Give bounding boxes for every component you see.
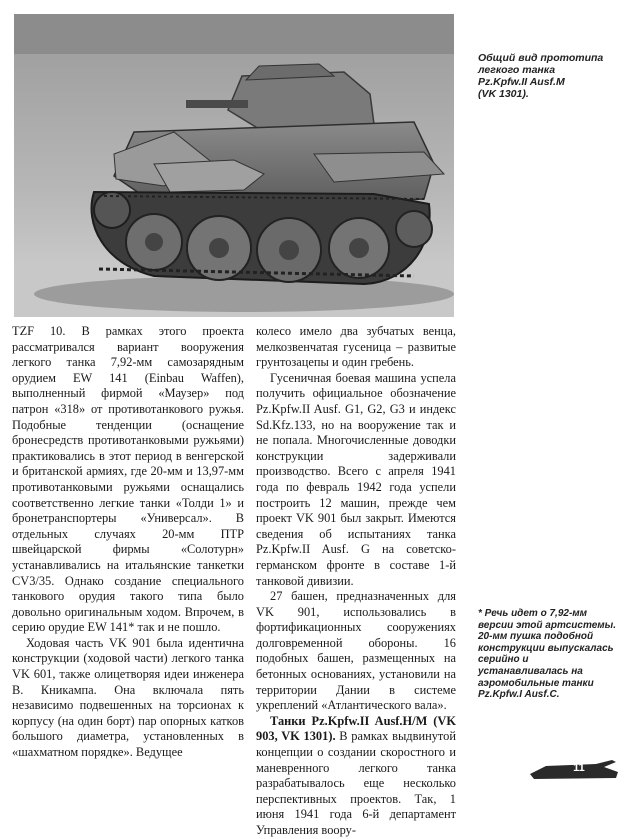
left-text-column [12,324,244,761]
tank-illustration [14,14,454,317]
paragraph: TZF 10. В рамках этого проекта рассматривался вариант вооружения легкого танка 7,92-мм самозарядным орудием EW 141 (Einbau Waffen), выполненный фирмой «Маузер» под патрон «318» от противотанкового ружья. Подобные тенденции (оснащение бронесредств противотанковыми ружьями) практиковались в этот период в венгерской и британской армиях, где 20-мм и 13,97-мм противотанковыми ружьями оснащались соответственно легкие танки «Толди 1» и бронетранспортеры «Универсал». В отдельных случаях 20-мм ПТР швейцарской фирмы «Солотурн» устанавливались на итальянские танкетки CV3/35. Однако создание специального танкового орудия такого типа было довольно оригинальным ходом. Впрочем, в серию орудие EW 141* так и не пошло. [12,324,244,635]
caption-line: Pz.Kpfw.II Ausf.M [478,76,565,88]
paragraph: 27 башен, предназначенных для VK 901, использовались в фортификационных сооружениях долговременной обороны. 16 подобных башен, размещенных на бетонных основаниях, установили на территории Дании в системе укреплений «Атлантического вала». [256,589,456,713]
footnote: * Речь идет о 7,92-мм версии этой артсистемы. 20-мм пушка подобной конструкции выпускалась серийно и устанавливалась на аэромобильные танки Pz.Kpfw.I Ausf.C. [478,608,616,701]
caption-line: Общий вид прототипа [478,52,604,64]
right-text-column [256,324,456,839]
paragraph: колесо имело два зубчатых венца, мелкозвенчатая гусеница – развитые грунтозацепы и один гребень. [256,324,456,370]
caption-line: (VK 1301). [478,88,529,100]
paragraph: Ходовая часть VK 901 была идентична конструкции (ходовой части) легкого танка VK 601, также олицетворяя идеи инженера В. Кникампа. Она включала пять независимо подвешенных на торсионах к корпусу (на один борт) пар опорных катков большого диаметра, установленных в «шахматном порядке». Ведущее [12,635,244,760]
caption-line: легкого танка [478,64,556,76]
paragraph [256,714,456,839]
tank-photo [14,14,454,317]
section-heading: Танки Pz.Kpfw.II Ausf.H/M (VK 903, VK 1301). [256,713,456,744]
paragraph-text: В рамках выдвинутой концепции о создании скоростного и маневренного легкого танка разрабатывалось еще несколько перспективных проектов. Так, 1 июня 1941 года 6-й департамент Управления воору- [256,729,456,837]
page-number: 11 [573,762,585,774]
paragraph: Гусеничная боевая машина успела получить официальное обозначение Pz.Kpfw.II Ausf. G1, G2, G3 и индекс Sd.Kfz.133, но на вооружение так и не попала. Многочисленные доводки конструкции задерживали производство. Всего с апреля 1941 года по февраль 1942 года успели построить 12 машин, прежде чем проект VK 901 был закрыт. Имеются сведения об испытаниях танка Pz.Kpfw.II Ausf. G на советско-германском фронте в составе 1-й танковой дивизии. [256,370,456,588]
page-number-tab [526,758,624,780]
photo-caption [478,52,618,100]
